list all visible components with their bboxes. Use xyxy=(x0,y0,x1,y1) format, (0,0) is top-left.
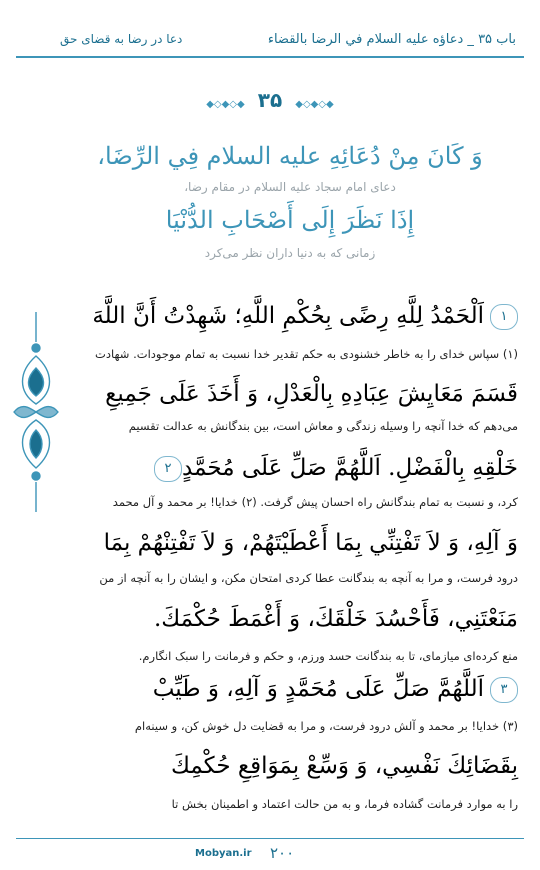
title-persian-2: زمانی که به دنیا داران نظر می‌کرد xyxy=(204,246,376,260)
footer-divider xyxy=(16,838,524,839)
persian-line: کرد، و نسبت به تمام بندگانش راه احسان پیش گرفت. (۲) خدایا! بر محمد و آل محمد xyxy=(112,495,518,509)
chapter-title-persian: دعا در رضا به قضای حق xyxy=(60,32,183,46)
title-persian-1: دعای امام سجاد علیه السلام در مقام رضا، xyxy=(184,180,396,194)
verse-mark: ۲ xyxy=(154,456,182,482)
arabic-line: اَلْحَمْدُ لِلَّهِ رِضًى بِحُكْمِ اللَّهِ؛ شَهِدْتُ أَنَّ اللَّهَ xyxy=(92,303,484,329)
site-watermark: Mobyan.ir xyxy=(195,848,252,859)
arabic-line: وَ آلِهِ، وَ لاَ تَفْتِنِّي بِمَا أَعْطَيْتَهُمْ، وَ لاَ تَفْتِنْهُمْ بِمَا xyxy=(103,530,518,556)
arabic-line: قَسَمَ مَعَايِشَ عِبَادِهِ بِالْعَدْلِ، وَ أَخَذَ عَلَى جَمِيعِ xyxy=(105,381,518,407)
ornament-right-icon: ◆◇◆◇◆ xyxy=(295,99,334,110)
verse-mark: ۳ xyxy=(490,677,518,703)
page-footer xyxy=(0,818,540,870)
arabic-line: بِقَضَائِكَ نَفْسِي، وَ وَسِّعْ بِمَوَاقِعِ حُكْمِكَ xyxy=(170,753,518,779)
section-number: ۳۵ xyxy=(257,88,283,112)
persian-line: (۳) خدایا! بر محمد و آلش درود فرست، و مرا به قضایت دل خوش کن، و سینه‌ام xyxy=(134,719,518,733)
arabic-line: اَللَّهُمَّ صَلِّ عَلَى مُحَمَّدٍ وَ آلِهِ، وَ طَيِّبْ xyxy=(152,676,484,702)
header-divider xyxy=(16,56,524,58)
arabic-line: مَنَعْتَنِي، فَأَحْسُدَ خَلْقَكَ، وَ أَغْمَطَ حُكْمَكَ. xyxy=(153,606,518,632)
page-number: ۲۰۰ xyxy=(270,844,295,862)
title-arabic-2: إِذَا نَظَرَ إِلَى أَصْحَابِ الدُّنْيَا xyxy=(165,206,415,234)
persian-line: می‌دهم که خدا آنچه را وسیله زندگی و معاش است، بین بندگانش به عدالت تقسیم xyxy=(128,419,518,433)
section-number-banner xyxy=(0,88,540,112)
text-line-1 xyxy=(90,300,518,332)
title-arabic-1: وَ كَانَ مِنْ دُعَائِهِ عليه السلام فِي الرِّضَا، xyxy=(97,142,483,170)
arabic-line: خَلْقِهِ بِالْفَضْلِ. اَللَّهُمَّ صَلِّ عَلَى مُحَمَّدٍ xyxy=(182,455,518,481)
ornament-left-icon: ◆◇◆◇◆ xyxy=(206,99,245,110)
text-line-5 xyxy=(90,452,518,484)
page-header xyxy=(0,0,540,58)
persian-line: (۱) سپاس خدای را به خاطر خشنودی به حکم تقدیر خدا نسبت به تمام موجودات. شهادت xyxy=(95,347,518,361)
decorative-margin-ornament-icon xyxy=(8,312,64,512)
chapter-title: باب ۳۵ _ دعاؤه عليه السلام في الرضا بالقضاء xyxy=(267,32,516,47)
persian-line: درود فرست، و مرا به آنچه به بندگانت عطا کردی امتحان مکن، و ایشان را به آنچه از من xyxy=(99,571,518,585)
persian-line: منع کرده‌ای میازمای، تا به بندگانت حسد ورزم، و حکم و فرمانت را سبک انگارم. xyxy=(138,649,518,663)
text-line-11 xyxy=(90,673,518,705)
persian-line: را به موارد فرمانت گشاده فرما، و به من حالت اعتماد و اطمینان بخش تا xyxy=(171,797,518,811)
verse-mark: ۱ xyxy=(490,304,518,330)
